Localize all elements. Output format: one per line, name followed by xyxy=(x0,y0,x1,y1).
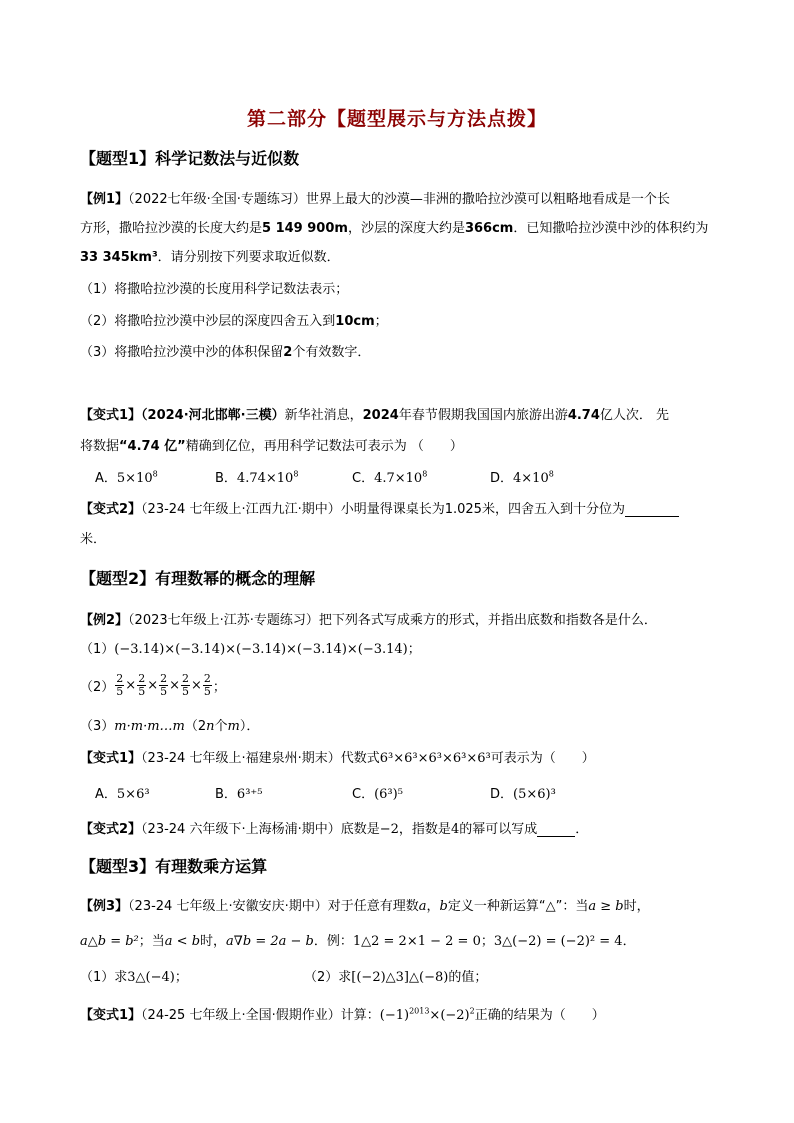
question-text: （2 xyxy=(184,719,207,734)
depth-value: 366cm xyxy=(464,221,514,236)
variable-a: a xyxy=(418,899,427,914)
numerator: 2 xyxy=(182,672,189,685)
variant-text: 将数据 xyxy=(80,439,120,454)
fraction xyxy=(159,673,168,698)
power-base: (−1) xyxy=(379,1008,410,1023)
option-expr: 4.7×10 xyxy=(374,471,423,486)
example-text: 时， xyxy=(200,934,227,949)
option-expr: 4×10 xyxy=(513,471,549,486)
example-1-line-1 xyxy=(80,188,670,207)
precision-value: 10cm xyxy=(335,314,375,329)
example-text: ． xyxy=(622,934,636,949)
variant-label: 【变式2】 xyxy=(80,502,142,517)
option-letter: C． xyxy=(352,787,375,802)
base-value: −2 xyxy=(379,822,399,837)
numerator: 2 xyxy=(116,672,124,685)
variant-2-line-2: 米． xyxy=(80,532,107,547)
option-d[interactable] xyxy=(490,467,554,486)
answer-blank[interactable] xyxy=(537,824,575,837)
option-letter: C． xyxy=(352,471,375,486)
example-3-line-1 xyxy=(80,895,650,914)
page-title: 第二部分【题型展示与方法点拨】 xyxy=(246,108,547,130)
numerator: 2 xyxy=(138,672,146,685)
question-number: （2） xyxy=(80,680,115,695)
example-text: 对于任意有理数 xyxy=(327,899,419,914)
variant-text: 亿人次． 先 xyxy=(599,408,670,423)
variant-text: 年春节假期我国国内旅游出游 xyxy=(398,408,568,423)
question-text: 个 xyxy=(214,719,228,734)
option-exponent: 8 xyxy=(152,469,158,479)
question-text: 个有效数字． xyxy=(292,345,371,360)
sig-figs-value: 2 xyxy=(283,345,293,360)
question-2 xyxy=(80,310,388,329)
product-expression: m·m·m…m xyxy=(114,719,185,734)
example-text: 把下列各式写成乘方的形式，并指出底数和指数各是什么． xyxy=(318,613,657,628)
variant-label: 【变式1】 xyxy=(80,408,142,423)
variant-text: 新华社消息， xyxy=(284,408,363,423)
question-text: ； xyxy=(407,642,421,657)
option-a[interactable] xyxy=(95,467,158,486)
denominator: 5 xyxy=(182,685,189,698)
question-text: ； xyxy=(212,680,226,695)
variant-text: ，指数是 xyxy=(398,822,451,837)
trips-value: 4.74 xyxy=(567,408,600,423)
denominator: 5 xyxy=(160,685,168,698)
condition-expr: a ≥ b xyxy=(588,899,624,914)
denominator: 5 xyxy=(116,685,124,698)
fraction xyxy=(137,673,146,698)
option-letter: D． xyxy=(490,471,514,486)
option-expr: 6³⁺⁵ xyxy=(236,787,263,802)
variant-source: （23-24 七年级上·江西九江·期中） xyxy=(141,502,341,517)
option-a[interactable] xyxy=(95,783,150,802)
question-number: （1） xyxy=(80,642,115,657)
question-expr: [(−2)△3]△(−8) xyxy=(351,970,449,985)
option-letter: B． xyxy=(215,787,237,802)
option-c[interactable] xyxy=(352,467,427,486)
question-text: 的值； xyxy=(448,970,488,985)
example-3-line-2 xyxy=(80,930,636,949)
example-text: ．已知撒哈拉沙漠中沙的体积约为 xyxy=(513,221,709,236)
question-text: ； xyxy=(174,970,188,985)
question-text: （3）将撒哈拉沙漠中沙的体积保留 xyxy=(80,345,284,360)
volume-value: 33 345km³ xyxy=(80,250,158,265)
variant-2-line xyxy=(80,818,588,837)
variant-source: （23-24 七年级上·福建泉州·期末） xyxy=(141,751,341,766)
option-expr: 5×10 xyxy=(116,471,153,486)
fraction xyxy=(203,673,212,698)
section-heading-2: 【题型2】有理数幂的概念的理解 xyxy=(80,569,316,588)
question-text: （2）求 xyxy=(304,970,352,985)
example-2-question-3 xyxy=(80,715,259,734)
denominator: 5 xyxy=(138,685,146,698)
variant-text: 小明量得课桌长为1.025米，四舍五入到十分位为 xyxy=(340,502,625,517)
product-expression: (−3.14)×(−3.14)×(−3.14)×(−3.14)×(−3.14) xyxy=(114,642,408,657)
example-source: （2023七年级上·江苏·专题练习） xyxy=(128,613,319,628)
example-text: ； xyxy=(480,934,494,949)
example-2 xyxy=(80,609,657,628)
variant-text: 正确的结果为（ ） xyxy=(474,1008,605,1023)
quoted-value: “4.74 亿” xyxy=(119,439,186,454)
variant-source: （2024·河北邯郸·三模） xyxy=(141,408,285,423)
power-expression: 6³×6³×6³×6³×6³ xyxy=(379,751,491,766)
rule-expr: a△b = b² xyxy=(80,934,139,949)
example-text: 世界上最大的沙漠—非洲的撒哈拉沙漠可以粗略地看成是一个长 xyxy=(305,192,670,207)
worked-example: 3△(−2) = (−2)² = 4 xyxy=(493,934,623,949)
variant-text: 精确到亿位，再用科学记数法可表示为 （ ） xyxy=(185,439,463,454)
example-source: （23-24 七年级上·安徽安庆·期中） xyxy=(128,899,328,914)
question-text: ）． xyxy=(239,719,260,734)
question-text: （1）求 xyxy=(80,970,128,985)
question-text: （2）将撒哈拉沙漠中沙层的深度四舍五入到 xyxy=(80,314,336,329)
variant-source: （23-24 六年级下·上海杨浦·期中） xyxy=(141,822,341,837)
fraction xyxy=(181,673,190,698)
question-text: ； xyxy=(374,314,388,329)
variant-text: 底数是 xyxy=(340,822,380,837)
example-text: ．请分别按下列要求取近似数． xyxy=(157,250,340,265)
variant-label: 【变式1】 xyxy=(80,751,142,766)
option-b[interactable] xyxy=(215,783,262,802)
variant-text: 计算： xyxy=(340,1008,380,1023)
option-letter: D． xyxy=(490,787,514,802)
denominator: 5 xyxy=(203,685,211,698)
variant-label: 【变式2】 xyxy=(80,822,142,837)
example-text: ，沙层的深度大约是 xyxy=(347,221,465,236)
example-text: 定义一种新运算“△”：当 xyxy=(447,899,589,914)
section-heading-1: 【题型1】科学记数法与近似数 xyxy=(80,149,300,168)
rule-expr: a∇b = 2a − b xyxy=(226,934,314,949)
question-3 xyxy=(80,341,370,360)
variant-1-line xyxy=(80,747,595,766)
variant-text: 的幂可以写成 xyxy=(459,822,538,837)
option-letter: A． xyxy=(95,471,117,486)
variant-source: （24-25 七年级上·全国·假期作业） xyxy=(141,1008,341,1023)
option-exponent: 8 xyxy=(548,469,554,479)
condition-expr: a < b xyxy=(164,934,201,949)
variable-n: n xyxy=(206,719,215,734)
example-text: 时， xyxy=(623,899,650,914)
option-expr: (6³)⁵ xyxy=(374,787,403,802)
answer-blank[interactable] xyxy=(625,504,679,517)
exponent-value: 4 xyxy=(450,822,460,837)
variant-text: 可表示为（ ） xyxy=(490,751,595,766)
variant-1-line-1 xyxy=(80,404,669,423)
numerator: 2 xyxy=(203,672,211,685)
example-1-line-2 xyxy=(80,217,708,236)
variant-2-line-1 xyxy=(80,498,679,517)
option-exponent: 8 xyxy=(422,469,428,479)
numerator: 2 xyxy=(160,672,168,685)
example-2-question-1 xyxy=(80,638,421,657)
example-source: （2022七年级·全国·专题练习） xyxy=(128,192,306,207)
example-3-question-1 xyxy=(80,966,188,985)
variable-b: b xyxy=(439,899,448,914)
example-text: ．例： xyxy=(313,934,353,949)
length-value: 5 149 900m xyxy=(262,221,348,236)
section-heading-3: 【题型3】有理数乘方运算 xyxy=(80,857,268,876)
year-value: 2024 xyxy=(362,408,399,423)
option-exponent: 8 xyxy=(293,469,299,479)
variant-text: ． xyxy=(575,822,589,837)
question-expr: 3△(−4) xyxy=(127,970,175,985)
example-1-line-3 xyxy=(80,246,340,265)
variant-1-line xyxy=(80,1004,605,1023)
option-b[interactable] xyxy=(215,467,298,486)
option-letter: A． xyxy=(95,787,117,802)
power-exponent: 2013 xyxy=(409,1006,430,1016)
option-expr: (5×6)³ xyxy=(513,787,556,802)
worked-example: 1△2 = 2×1 − 2 = 0 xyxy=(352,934,481,949)
option-expr: 4.74×10 xyxy=(236,471,294,486)
question-1: （1）将撒哈拉沙漠的长度用科学记数法表示； xyxy=(80,282,349,297)
example-text: ；当 xyxy=(138,934,165,949)
example-label: 【例1】 xyxy=(80,192,129,207)
variant-1-line-2 xyxy=(80,435,463,454)
example-label: 【例2】 xyxy=(80,613,129,628)
option-c[interactable] xyxy=(352,783,403,802)
power-exponent: 2 xyxy=(469,1006,475,1016)
fraction xyxy=(115,673,124,698)
power-base: ×(−2) xyxy=(429,1008,470,1023)
example-text: 方形，撒哈拉沙漠的长度大约是 xyxy=(80,221,263,236)
example-2-question-2: （2） $\frac{2}{5}$ × $\frac{2}{5}$ × $\frac{2}{5}$ × $\frac{2}{5}$ × $\frac{2}{5}$ ； xyxy=(80,672,226,698)
example-text: ， xyxy=(426,899,440,914)
example-3-question-2 xyxy=(304,966,487,985)
variable-m: m xyxy=(227,719,240,734)
option-letter: B． xyxy=(215,471,237,486)
variant-label: 【变式1】 xyxy=(80,1008,142,1023)
option-d[interactable] xyxy=(490,783,556,802)
example-label: 【例3】 xyxy=(80,899,129,914)
question-number: （3） xyxy=(80,719,115,734)
option-expr: 5×6³ xyxy=(116,787,150,802)
variant-text: 代数式 xyxy=(340,751,380,766)
